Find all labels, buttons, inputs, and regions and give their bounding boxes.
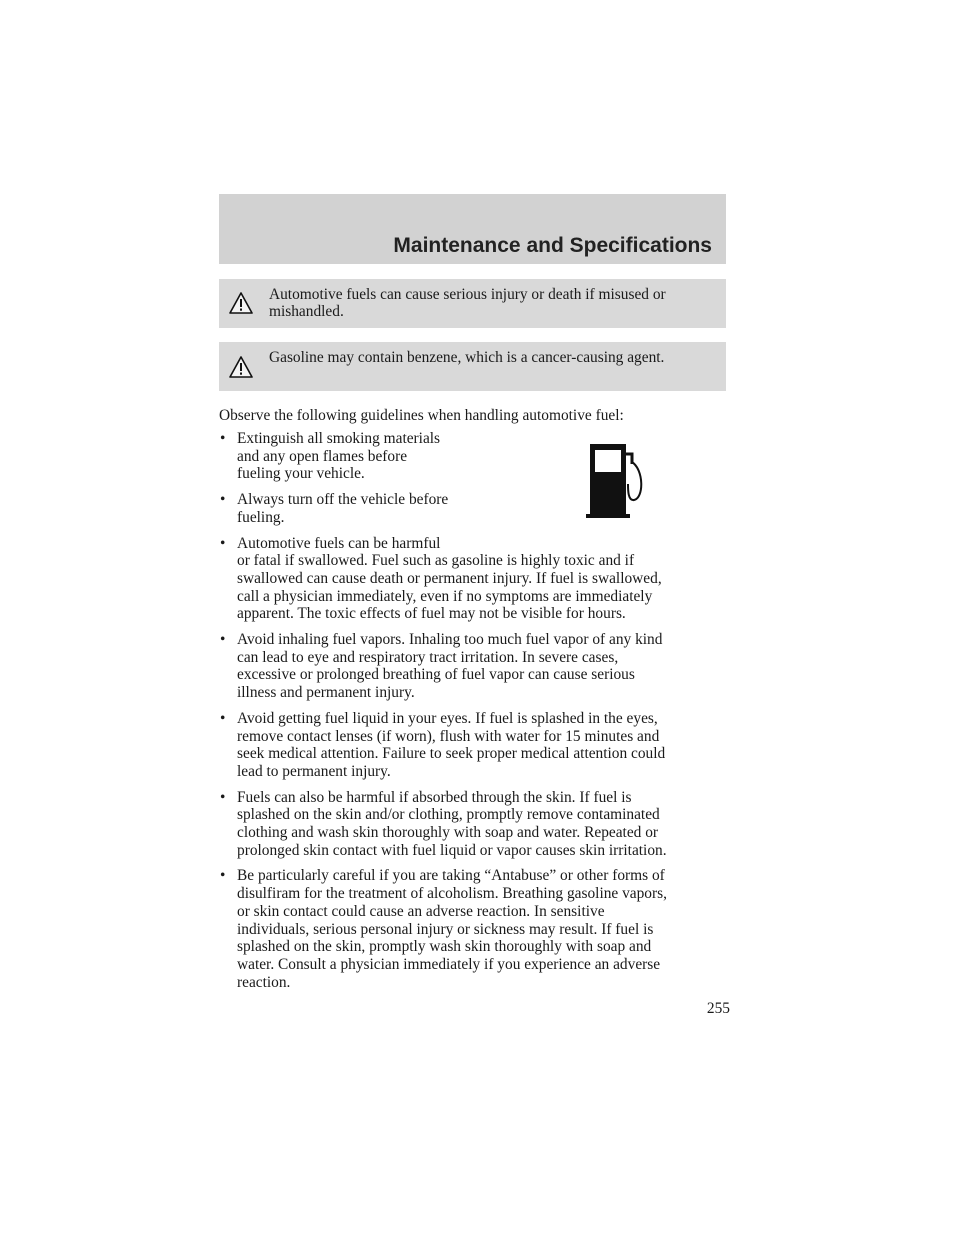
bullet-text: Avoid inhaling fuel vapors. Inhaling too much fuel vapor of any kind can lead to eye and respiratory tract irritation. In severe cases, excessive or prolonged breathing of fuel vapor can cause serious illness and permanent injury. [237,631,663,702]
bullet-dot: • [220,491,226,509]
list-item [219,491,729,526]
guideline-list [219,430,729,999]
section-title: Maintenance and Specifications [393,234,712,257]
list-item [219,430,729,483]
bullet-text: Avoid getting fuel liquid in your eyes. If fuel is splashed in the eyes, remove contact lenses (if worn), flush with water for 15 minutes and seek medical attention. Failure to seek proper medical attention could lead to permanent injury. [237,709,666,780]
bullet-dot: • [220,867,226,885]
fuel-pump-icon [584,440,648,520]
list-item [219,535,729,624]
list-item [219,710,729,781]
bullet-text: Always turn off the vehicle before fueling. [237,491,449,526]
bullet-dot: • [220,631,226,649]
list-item [219,789,729,860]
warning-box-benzene [219,342,726,391]
bullet-dot: • [220,788,226,806]
warning-box-fuel-injury [219,279,726,328]
warning-text: Gasoline may contain benzene, which is a cancer-causing agent. [269,349,665,366]
bullet-text: Be particularly careful if you are taking “Antabuse” or other forms of disulfiram for the treatment of alcoholism. Breathing gasoline vapors, or skin contact could cause an adverse reaction. In sensitive individuals, serious personal injury or sickness may result. If fuel is splashed on the skin, promptly wash skin thoroughly with soap and water. Consult a physician immediately if you experience an adverse reaction. [237,867,667,991]
intro-paragraph: Observe the following guidelines when handling automotive fuel: [219,407,624,424]
list-item [219,631,729,702]
warning-triangle-icon [229,292,253,314]
page-number: 255 [706,1000,730,1017]
section-header [219,194,726,264]
bullet-text: Automotive fuels can be harmful or fatal if swallowed. Fuel such as gasoline is highly toxic and if swallowed can cause death or permanent injury. If fuel is swallowed, call a physician immediately, even if no symptoms are immediately apparent. The toxic effects of fuel may not be visible for hours. [237,534,662,623]
bullet-dot: • [220,709,226,727]
bullet-dot: • [220,430,226,447]
warning-text: Automotive fuels can cause serious injury or death if misused or mishandled. [269,286,666,320]
bullet-text: Extinguish all smoking materials and any open flames before fueling your vehicle. [237,430,441,483]
list-item [219,867,729,991]
warning-triangle-icon [229,356,253,378]
bullet-dot: • [220,534,226,552]
bullet-text: Fuels can also be harmful if absorbed through the skin. If fuel is splashed on the skin and/or clothing, promptly remove contaminated clothing and wash skin thoroughly with soap and water. Repeated or prolonged skin contact with fuel liquid or vapor causes skin irritation. [237,788,667,859]
